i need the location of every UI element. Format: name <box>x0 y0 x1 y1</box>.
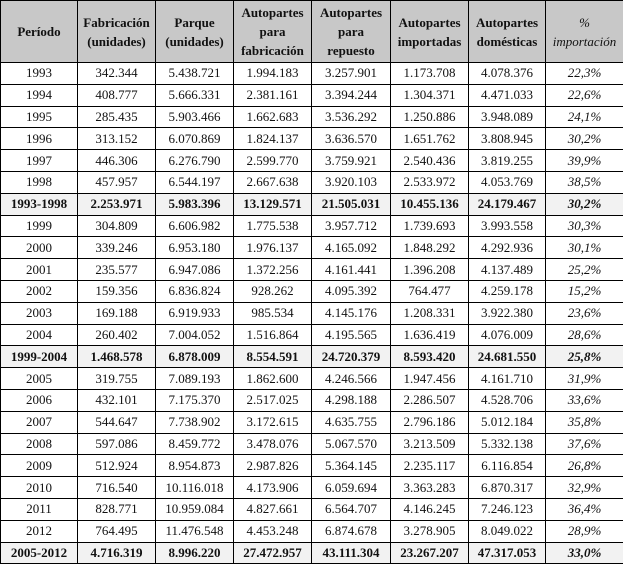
value-cell: 2.599.770 <box>234 150 312 172</box>
value-cell: 7.175.370 <box>156 389 234 411</box>
period-cell: 2004 <box>1 324 78 346</box>
pct-cell: 33,6% <box>546 389 623 411</box>
period-cell: 2005 <box>1 368 78 390</box>
value-cell: 6.874.678 <box>312 520 391 542</box>
header-line: para <box>338 24 364 39</box>
value-cell: 3.278.905 <box>391 520 469 542</box>
header-col-fabricacion <box>78 1 156 63</box>
period-cell: 1995 <box>1 106 78 128</box>
value-cell: 4.246.566 <box>312 368 391 390</box>
value-cell: 3.257.901 <box>312 63 391 85</box>
pct-cell: 24,1% <box>546 106 623 128</box>
value-cell: 6.116.854 <box>469 455 546 477</box>
value-cell: 6.564.707 <box>312 498 391 520</box>
value-cell: 408.777 <box>78 84 156 106</box>
value-cell: 6.836.824 <box>156 280 234 302</box>
value-cell: 5.983.396 <box>156 193 234 215</box>
value-cell: 319.755 <box>78 368 156 390</box>
table-row <box>1 84 623 106</box>
period-cell: 2003 <box>1 302 78 324</box>
value-cell: 2.517.025 <box>234 389 312 411</box>
table-row <box>1 433 623 455</box>
value-cell: 928.262 <box>234 280 312 302</box>
pct-cell: 30,3% <box>546 215 623 237</box>
header-line: domésticas <box>476 33 538 49</box>
value-cell: 4.453.248 <box>234 520 312 542</box>
header-line: para <box>259 24 286 39</box>
value-cell: 2.533.972 <box>391 171 469 193</box>
header-line: repuesto <box>327 43 375 58</box>
header-col-autopartes-fabricacion <box>234 1 312 63</box>
value-cell: 8.049.022 <box>469 520 546 542</box>
value-cell: 2.796.186 <box>391 411 469 433</box>
table-row <box>1 411 623 433</box>
value-cell: 5.666.331 <box>156 84 234 106</box>
value-cell: 10.455.136 <box>391 193 469 215</box>
value-cell: 7.738.902 <box>156 411 234 433</box>
value-cell: 764.495 <box>78 520 156 542</box>
value-cell: 1.208.331 <box>391 302 469 324</box>
period-cell: 1993-1998 <box>1 193 78 215</box>
value-cell: 1.516.864 <box>234 324 312 346</box>
period-cell: 2000 <box>1 237 78 259</box>
header-line: Autopartes <box>319 5 383 20</box>
table-row <box>1 389 623 411</box>
value-cell: 8.593.420 <box>391 346 469 368</box>
value-cell: 11.476.548 <box>156 520 234 542</box>
pct-cell: 28,6% <box>546 324 623 346</box>
value-cell: 432.101 <box>78 389 156 411</box>
value-cell: 457.957 <box>78 171 156 193</box>
header-col-pct-importacion <box>546 1 623 63</box>
pct-cell: 36,4% <box>546 498 623 520</box>
value-cell: 3.213.509 <box>391 433 469 455</box>
pct-cell: 15,2% <box>546 280 623 302</box>
period-cell: 1996 <box>1 128 78 150</box>
period-cell: 2001 <box>1 259 78 281</box>
value-cell: 3.394.244 <box>312 84 391 106</box>
value-cell: 1.848.292 <box>391 237 469 259</box>
header-line: % <box>579 14 590 30</box>
period-cell: 2009 <box>1 455 78 477</box>
value-cell: 3.808.945 <box>469 128 546 150</box>
value-cell: 1.739.693 <box>391 215 469 237</box>
pct-cell: 32,9% <box>546 477 623 499</box>
value-cell: 24.720.379 <box>312 346 391 368</box>
value-cell: 8.996.220 <box>156 542 234 564</box>
pct-cell: 35,8% <box>546 411 623 433</box>
value-cell: 4.528.706 <box>469 389 546 411</box>
value-cell: 2.235.117 <box>391 455 469 477</box>
period-cell: 2007 <box>1 411 78 433</box>
value-cell: 2.987.826 <box>234 455 312 477</box>
period-cell: 1999-2004 <box>1 346 78 368</box>
value-cell: 6.606.982 <box>156 215 234 237</box>
value-cell: 24.681.550 <box>469 346 546 368</box>
table-row <box>1 498 623 520</box>
table-row <box>1 302 623 324</box>
value-cell: 1.304.371 <box>391 84 469 106</box>
pct-cell: 25,2% <box>546 259 623 281</box>
value-cell: 235.577 <box>78 259 156 281</box>
value-cell: 4.635.755 <box>312 411 391 433</box>
value-cell: 1.396.208 <box>391 259 469 281</box>
value-cell: 6.544.197 <box>156 171 234 193</box>
value-cell: 10.116.018 <box>156 477 234 499</box>
pct-cell: 33,0% <box>546 542 623 564</box>
value-cell: 716.540 <box>78 477 156 499</box>
value-cell: 4.827.661 <box>234 498 312 520</box>
table-row <box>1 215 623 237</box>
period-cell: 1993 <box>1 63 78 85</box>
value-cell: 5.438.721 <box>156 63 234 85</box>
table-row <box>1 324 623 346</box>
header-line: fabricación <box>241 43 304 58</box>
value-cell: 5.332.138 <box>469 433 546 455</box>
value-cell: 3.536.292 <box>312 106 391 128</box>
table-row <box>1 280 623 302</box>
value-cell: 8.459.772 <box>156 433 234 455</box>
value-cell: 24.179.467 <box>469 193 546 215</box>
pct-cell: 37,6% <box>546 433 623 455</box>
value-cell: 6.947.086 <box>156 259 234 281</box>
value-cell: 5.364.145 <box>312 455 391 477</box>
pct-cell: 22,3% <box>546 63 623 85</box>
pct-cell: 30,1% <box>546 237 623 259</box>
table-row <box>1 455 623 477</box>
value-cell: 3.957.712 <box>312 215 391 237</box>
period-cell: 1997 <box>1 150 78 172</box>
table-row <box>1 368 623 390</box>
table-row <box>1 106 623 128</box>
value-cell: 1.947.456 <box>391 368 469 390</box>
value-cell: 4.146.245 <box>391 498 469 520</box>
table-row <box>1 171 623 193</box>
value-cell: 4.195.565 <box>312 324 391 346</box>
header-col-autopartes-repuesto <box>312 1 391 63</box>
value-cell: 339.246 <box>78 237 156 259</box>
period-cell: 2005-2012 <box>1 542 78 564</box>
table-row <box>1 237 623 259</box>
value-cell: 2.253.971 <box>78 193 156 215</box>
header-line: (unidades) <box>87 33 146 49</box>
table-header <box>1 1 623 63</box>
value-cell: 3.636.570 <box>312 128 391 150</box>
value-cell: 159.356 <box>78 280 156 302</box>
value-cell: 7.246.123 <box>469 498 546 520</box>
value-cell: 2.381.161 <box>234 84 312 106</box>
value-cell: 1.468.578 <box>78 346 156 368</box>
pct-cell: 38,5% <box>546 171 623 193</box>
value-cell: 4.161.710 <box>469 368 546 390</box>
value-cell: 3.993.558 <box>469 215 546 237</box>
value-cell: 828.771 <box>78 498 156 520</box>
value-cell: 8.954.873 <box>156 455 234 477</box>
value-cell: 6.870.317 <box>469 477 546 499</box>
value-cell: 8.554.591 <box>234 346 312 368</box>
value-cell: 1.824.137 <box>234 128 312 150</box>
value-cell: 2.286.507 <box>391 389 469 411</box>
value-cell: 3.922.380 <box>469 302 546 324</box>
header-line: Autopartes <box>398 14 461 30</box>
value-cell: 4.165.092 <box>312 237 391 259</box>
value-cell: 313.152 <box>78 128 156 150</box>
value-cell: 4.078.376 <box>469 63 546 85</box>
header-line: Autopartes <box>475 14 539 30</box>
value-cell: 3.478.076 <box>234 433 312 455</box>
value-cell: 4.716.319 <box>78 542 156 564</box>
period-cell: 2008 <box>1 433 78 455</box>
value-cell: 4.076.009 <box>469 324 546 346</box>
pct-cell: 31,9% <box>546 368 623 390</box>
table-row <box>1 150 623 172</box>
value-cell: 2.540.436 <box>391 150 469 172</box>
value-cell: 6.878.009 <box>156 346 234 368</box>
value-cell: 285.435 <box>78 106 156 128</box>
header-col-periodo <box>1 1 78 63</box>
value-cell: 1.173.708 <box>391 63 469 85</box>
value-cell: 5.012.184 <box>469 411 546 433</box>
value-cell: 7.089.193 <box>156 368 234 390</box>
header-line: Período <box>17 24 61 39</box>
value-cell: 342.344 <box>78 63 156 85</box>
value-cell: 47.317.053 <box>469 542 546 564</box>
period-cell: 2002 <box>1 280 78 302</box>
subtotal-row <box>1 193 623 215</box>
value-cell: 7.004.052 <box>156 324 234 346</box>
value-cell: 4.471.033 <box>469 84 546 106</box>
value-cell: 23.267.207 <box>391 542 469 564</box>
value-cell: 169.188 <box>78 302 156 324</box>
value-cell: 4.173.906 <box>234 477 312 499</box>
pct-cell: 26,8% <box>546 455 623 477</box>
value-cell: 304.809 <box>78 215 156 237</box>
value-cell: 4.095.392 <box>312 280 391 302</box>
value-cell: 6.059.694 <box>312 477 391 499</box>
subtotal-row <box>1 346 623 368</box>
header-line: Parque <box>174 14 215 30</box>
pct-cell: 39,9% <box>546 150 623 172</box>
header-line: importadas <box>397 33 462 49</box>
value-cell: 3.819.255 <box>469 150 546 172</box>
value-cell: 1.372.256 <box>234 259 312 281</box>
header-line: Autopartes <box>241 5 304 20</box>
value-cell: 4.137.489 <box>469 259 546 281</box>
table-row <box>1 259 623 281</box>
value-cell: 985.534 <box>234 302 312 324</box>
table-row <box>1 477 623 499</box>
value-cell: 4.292.936 <box>469 237 546 259</box>
value-cell: 3.920.103 <box>312 171 391 193</box>
value-cell: 6.953.180 <box>156 237 234 259</box>
pct-cell: 30,2% <box>546 128 623 150</box>
pct-cell: 28,9% <box>546 520 623 542</box>
period-cell: 2011 <box>1 498 78 520</box>
value-cell: 4.161.441 <box>312 259 391 281</box>
header-col-autopartes-domesticas <box>469 1 546 63</box>
value-cell: 1.994.183 <box>234 63 312 85</box>
period-cell: 2006 <box>1 389 78 411</box>
value-cell: 1.662.683 <box>234 106 312 128</box>
pct-cell: 23,6% <box>546 302 623 324</box>
value-cell: 1.250.886 <box>391 106 469 128</box>
pct-cell: 25,8% <box>546 346 623 368</box>
value-cell: 764.477 <box>391 280 469 302</box>
value-cell: 5.903.466 <box>156 106 234 128</box>
value-cell: 3.172.615 <box>234 411 312 433</box>
value-cell: 260.402 <box>78 324 156 346</box>
table-row <box>1 520 623 542</box>
value-cell: 4.145.176 <box>312 302 391 324</box>
period-cell: 1999 <box>1 215 78 237</box>
value-cell: 1.775.538 <box>234 215 312 237</box>
value-cell: 1.651.762 <box>391 128 469 150</box>
table-body <box>1 63 623 564</box>
value-cell: 446.306 <box>78 150 156 172</box>
value-cell: 3.948.089 <box>469 106 546 128</box>
header-col-parque <box>156 1 234 63</box>
period-cell: 2010 <box>1 477 78 499</box>
value-cell: 512.924 <box>78 455 156 477</box>
value-cell: 5.067.570 <box>312 433 391 455</box>
value-cell: 21.505.031 <box>312 193 391 215</box>
value-cell: 4.298.188 <box>312 389 391 411</box>
value-cell: 4.053.769 <box>469 171 546 193</box>
table-row <box>1 128 623 150</box>
value-cell: 1.862.600 <box>234 368 312 390</box>
value-cell: 3.759.921 <box>312 150 391 172</box>
header-row <box>1 1 623 63</box>
period-cell: 1998 <box>1 171 78 193</box>
period-cell: 1994 <box>1 84 78 106</box>
value-cell: 6.919.933 <box>156 302 234 324</box>
value-cell: 597.086 <box>78 433 156 455</box>
value-cell: 2.667.638 <box>234 171 312 193</box>
pct-cell: 30,2% <box>546 193 623 215</box>
value-cell: 6.070.869 <box>156 128 234 150</box>
header-line: (unidades) <box>165 33 224 49</box>
value-cell: 4.259.178 <box>469 280 546 302</box>
subtotal-row <box>1 542 623 564</box>
value-cell: 1.636.419 <box>391 324 469 346</box>
value-cell: 43.111.304 <box>312 542 391 564</box>
value-cell: 3.363.283 <box>391 477 469 499</box>
period-cell: 2012 <box>1 520 78 542</box>
value-cell: 10.959.084 <box>156 498 234 520</box>
value-cell: 544.647 <box>78 411 156 433</box>
table-row <box>1 63 623 85</box>
value-cell: 13.129.571 <box>234 193 312 215</box>
header-line: importación <box>552 33 617 49</box>
value-cell: 6.276.790 <box>156 150 234 172</box>
header-col-autopartes-importadas <box>391 1 469 63</box>
pct-cell: 22,6% <box>546 84 623 106</box>
value-cell: 1.976.137 <box>234 237 312 259</box>
header-line: Fabricación <box>83 14 150 30</box>
value-cell: 27.472.957 <box>234 542 312 564</box>
